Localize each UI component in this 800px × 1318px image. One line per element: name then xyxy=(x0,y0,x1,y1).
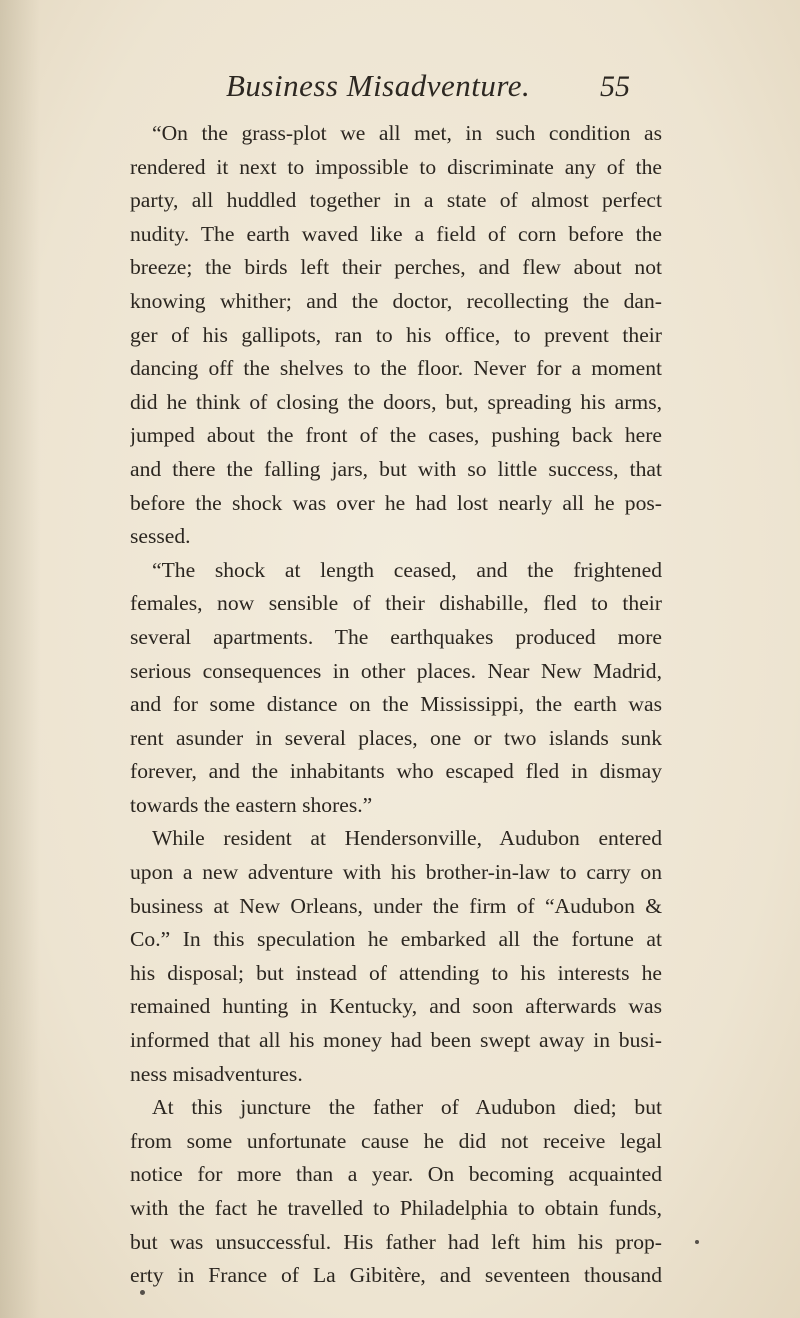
text-line: upon a new adventure with his brother-in-law to carry on xyxy=(130,860,662,885)
text-line: but was unsuccessful. His father had left him his prop- xyxy=(130,1229,662,1254)
text-line: towards the eastern shores.” xyxy=(130,792,373,817)
text-line: from some unfortunate cause he did not receive legal xyxy=(130,1128,662,1153)
body-text xyxy=(130,117,662,1293)
text-line: breeze; the birds left their perches, and flew about not xyxy=(130,255,662,280)
page-gutter-shadow xyxy=(0,0,40,1318)
text-line: sessed. xyxy=(130,524,191,549)
text-line: remained hunting in Kentucky, and soon afterwards was xyxy=(130,994,662,1019)
text-line: females, now sensible of their dishabille, fled to their xyxy=(130,591,662,616)
text-line: notice for more than a year. On becoming acquainted xyxy=(130,1162,662,1187)
text-line: rent asunder in several places, one or two islands sunk xyxy=(130,725,662,750)
text-line: informed that all his money had been swept away in busi- xyxy=(130,1028,662,1053)
text-line: ger of his gallipots, ran to his office, to prevent their xyxy=(130,322,662,347)
text-line: and there the falling jars, but with so little success, that xyxy=(130,456,662,481)
page-header xyxy=(0,68,800,108)
text-line: erty in France of La Gibitère, and seventeen thousand xyxy=(130,1263,662,1288)
text-line: forever, and the inhabitants who escaped fled in dismay xyxy=(130,759,662,784)
text-line: “On the grass-plot we all met, in such condition as xyxy=(152,121,662,145)
text-line: and for some distance on the Mississippi, the earth was xyxy=(130,692,662,717)
paper-speck xyxy=(140,1290,145,1295)
text-line: party, all huddled together in a state of almost perfect xyxy=(130,188,662,213)
text-line: ness misadventures. xyxy=(130,1061,303,1086)
text-line: his disposal; but instead of attending to his interests he xyxy=(130,960,662,985)
paper-speck xyxy=(695,1240,699,1244)
text-line: serious consequences in other places. Near New Madrid, xyxy=(130,658,662,683)
text-line: rendered it next to impossible to discriminate any of the xyxy=(130,154,662,179)
text-line: business at New Orleans, under the firm of “Audubon & xyxy=(130,893,662,918)
text-line: While resident at Hendersonville, Audubon entered xyxy=(152,826,662,851)
text-line: several apartments. The earthquakes produced more xyxy=(130,624,662,649)
text-line: before the shock was over he had lost nearly all he pos- xyxy=(130,490,662,515)
text-line: jumped about the front of the cases, pushing back here xyxy=(130,423,662,448)
text-line: did he think of closing the doors, but, spreading his arms, xyxy=(130,389,662,414)
text-line: nudity. The earth waved like a field of corn before the xyxy=(130,221,662,246)
text-line: dancing off the shelves to the floor. Never for a moment xyxy=(130,356,662,381)
text-line: with the fact he travelled to Philadelphia to obtain funds, xyxy=(130,1196,662,1220)
text-line: At this juncture the father of Audubon died; but xyxy=(152,1095,662,1120)
text-line: “The shock at length ceased, and the frightened xyxy=(152,557,662,582)
text-line: knowing whither; and the doctor, recollecting the dan- xyxy=(130,288,662,313)
running-head: Business Misadventure. xyxy=(226,68,531,103)
page-number: 55 xyxy=(600,70,630,103)
text-line: Co.” In this speculation he embarked all the fortune at xyxy=(130,927,662,952)
